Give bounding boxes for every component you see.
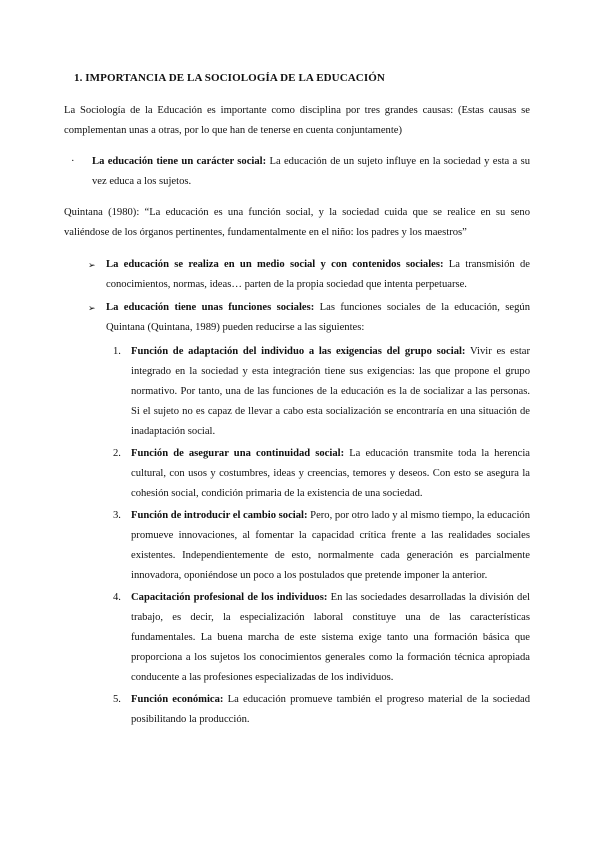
function-list-item (113, 444, 530, 504)
arrow-item-bold: La educación tiene unas funciones sociales: (106, 302, 315, 313)
function-item-body: Pero, por otro lado y al mismo tiempo, la educación promueve innovaciones, al fomentar la capacidad crítica frente a las realidades sociales existentes. Independientemente de esto, normalmente cada generación es parcialmente innovadora, oponiéndose un poco a los postulados que pretende imponer la anterior. (131, 510, 531, 581)
function-item-text (131, 588, 530, 688)
arrow-item-text (106, 298, 530, 338)
function-item-body: Vivir es estar integrado en la sociedad y esta integración tiene sus exigencias: las que propone el grupo normativo. Por tanto, una de las funciones de la educación es la de socializar a las personas. Si el sujeto no es capaz de llevar a cabo esta socialización se encontraría en una situación de inadaptación social. (131, 346, 530, 437)
dot-item-bold: La educación tiene un carácter social: (92, 156, 267, 167)
arrow-item-bold: La educación se realiza en un medio social y con contenidos sociales: (106, 259, 444, 270)
function-item-body: La educación transmite toda la herencia cultural, con usos y costumbres, ideas y creencias, temores y deseos. Con esto se asegura la cohesión social, condición primaria de la existencia de una sociedad. (131, 448, 530, 499)
function-item-bold: Función económica: (131, 694, 224, 705)
bullet-dot: · (71, 156, 75, 167)
quote-paragraph: Quintana (1980): “La educación es una función social, y la sociedad cuida que se realice en su seno valiéndose de los órganos pertinentes, fundamentalmente en el niño: los padres y los maestros” (64, 207, 530, 238)
list-number: 2. (113, 448, 121, 459)
functions-list (113, 342, 530, 730)
arrow-bullet-icon: ➢ (88, 303, 96, 313)
document-content (64, 68, 530, 732)
section-heading: 1. IMPORTANCIA DE LA SOCIOLOGÍA DE LA EDUCACIÓN (74, 72, 385, 84)
arrow-item-body: Las funciones sociales de la educación, según Quintana (Quintana, 1989) pueden reducirse a las siguientes: (106, 302, 530, 333)
list-number: 3. (113, 510, 121, 521)
list-number: 1. (113, 346, 121, 357)
function-item-body: En las sociedades desarrolladas la división del trabajo, es decir, la especialización laboral constituye una de las características fundamentales. La buena marcha de este sistema exige tanto una formación básica que proporciona a los sujetos los conocimientos generales como la formación técnica apropiada conducente a las profesiones especializadas de los individuos. (131, 592, 530, 683)
list-number: 4. (113, 592, 121, 603)
function-list-item (113, 342, 530, 442)
function-list-item (113, 690, 530, 730)
arrow-list-item (88, 298, 530, 338)
intro-paragraph: La Sociología de la Educación es importante como disciplina por tres grandes causas: (Estas causas se complementan unas a otras, por lo que han de tenerse en cuenta conjuntamente) (64, 105, 530, 136)
function-item-text (131, 690, 530, 730)
dot-item-text (92, 152, 530, 192)
arrow-list (88, 255, 530, 338)
function-item-bold: Función de introducir el cambio social: (131, 510, 308, 521)
function-list-item (113, 588, 530, 688)
dot-item-body: La educación de un sujeto influye en la sociedad y esta a su vez educa a los sujetos. (92, 156, 530, 187)
arrow-bullet-icon: ➢ (88, 260, 96, 270)
dot-list-item (64, 152, 530, 192)
function-item-text (131, 342, 530, 442)
function-item-bold: Función de adaptación del individuo a las exigencias del grupo social: (131, 346, 466, 357)
arrow-item-text (106, 255, 530, 295)
function-item-bold: Función de asegurar una continuidad social: (131, 448, 345, 459)
function-item-body: La educación promueve también el progreso material de la sociedad posibilitando la producción. (131, 694, 530, 725)
arrow-list-item (88, 255, 530, 295)
function-item-text (131, 444, 530, 504)
function-list-item (113, 506, 530, 586)
function-item-text (131, 506, 530, 586)
list-number: 5. (113, 694, 121, 705)
function-item-bold: Capacitación profesional de los individuos: (131, 592, 328, 603)
arrow-item-body: La transmisión de conocimientos, normas, ideas… parten de la propia sociedad que intenta perpetuarse. (106, 259, 530, 290)
